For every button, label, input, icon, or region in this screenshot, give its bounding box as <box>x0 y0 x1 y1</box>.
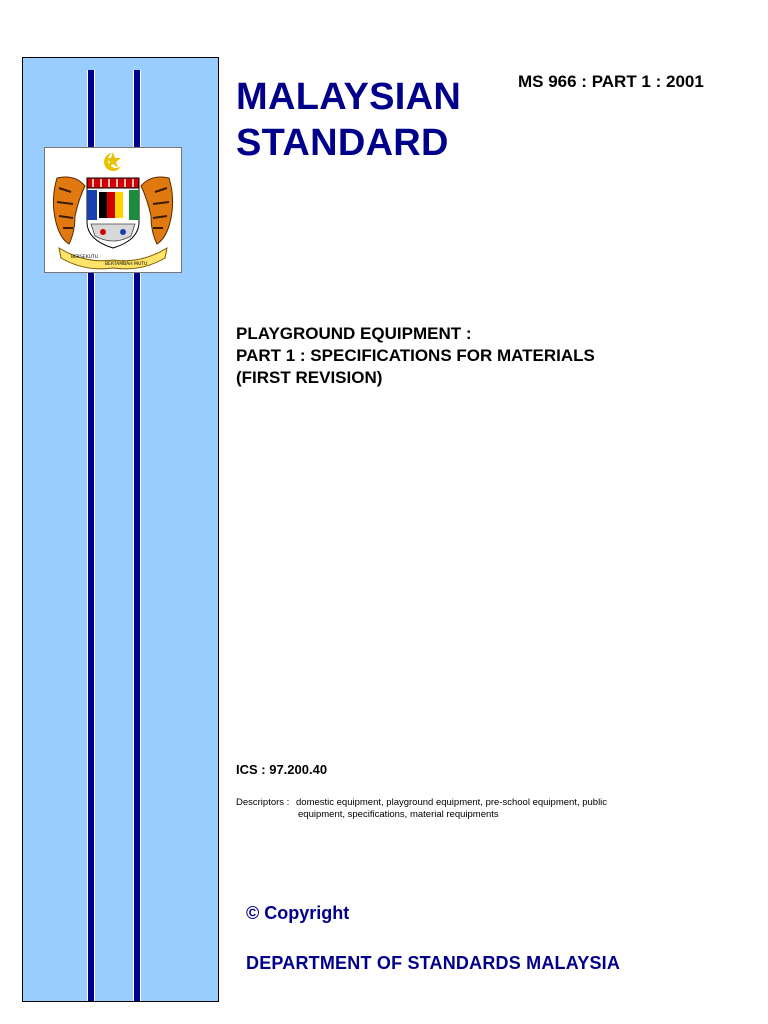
subtitle-line-2: PART 1 : SPECIFICATIONS FOR MATERIALS <box>236 346 595 365</box>
copyright-notice: © Copyright <box>246 903 350 923</box>
coat-of-arms <box>44 147 182 273</box>
title-line-2: STANDARD <box>236 122 449 164</box>
descriptors-label: Descriptors : <box>236 797 290 808</box>
ics-code: ICS : 97.200.40 <box>236 762 328 777</box>
svg-text:BERTAMBAH MUTU: BERTAMBAH MUTU <box>105 262 148 267</box>
subtitle-line-3: (FIRST REVISION) <box>236 368 383 387</box>
descriptors-text-1: domestic equipment, playground equipment, pre-school equipment, public <box>296 797 608 808</box>
svg-text:BERSEKUTU: BERSEKUTU <box>71 255 98 260</box>
descriptors-text-2: equipment, specifications, material requipments <box>298 809 499 820</box>
standard-number: MS 966 : PART 1 : 2001 <box>518 72 704 91</box>
publisher-name: DEPARTMENT OF STANDARDS MALAYSIA <box>246 953 621 973</box>
malaysia-coat-of-arms-icon <box>45 148 181 272</box>
document-type-title <box>236 74 461 166</box>
descriptors <box>236 797 607 821</box>
subtitle-line-1: PLAYGROUND EQUIPMENT : <box>236 324 472 343</box>
title-line-1: MALAYSIAN <box>236 76 462 118</box>
document-subtitle <box>236 323 595 389</box>
